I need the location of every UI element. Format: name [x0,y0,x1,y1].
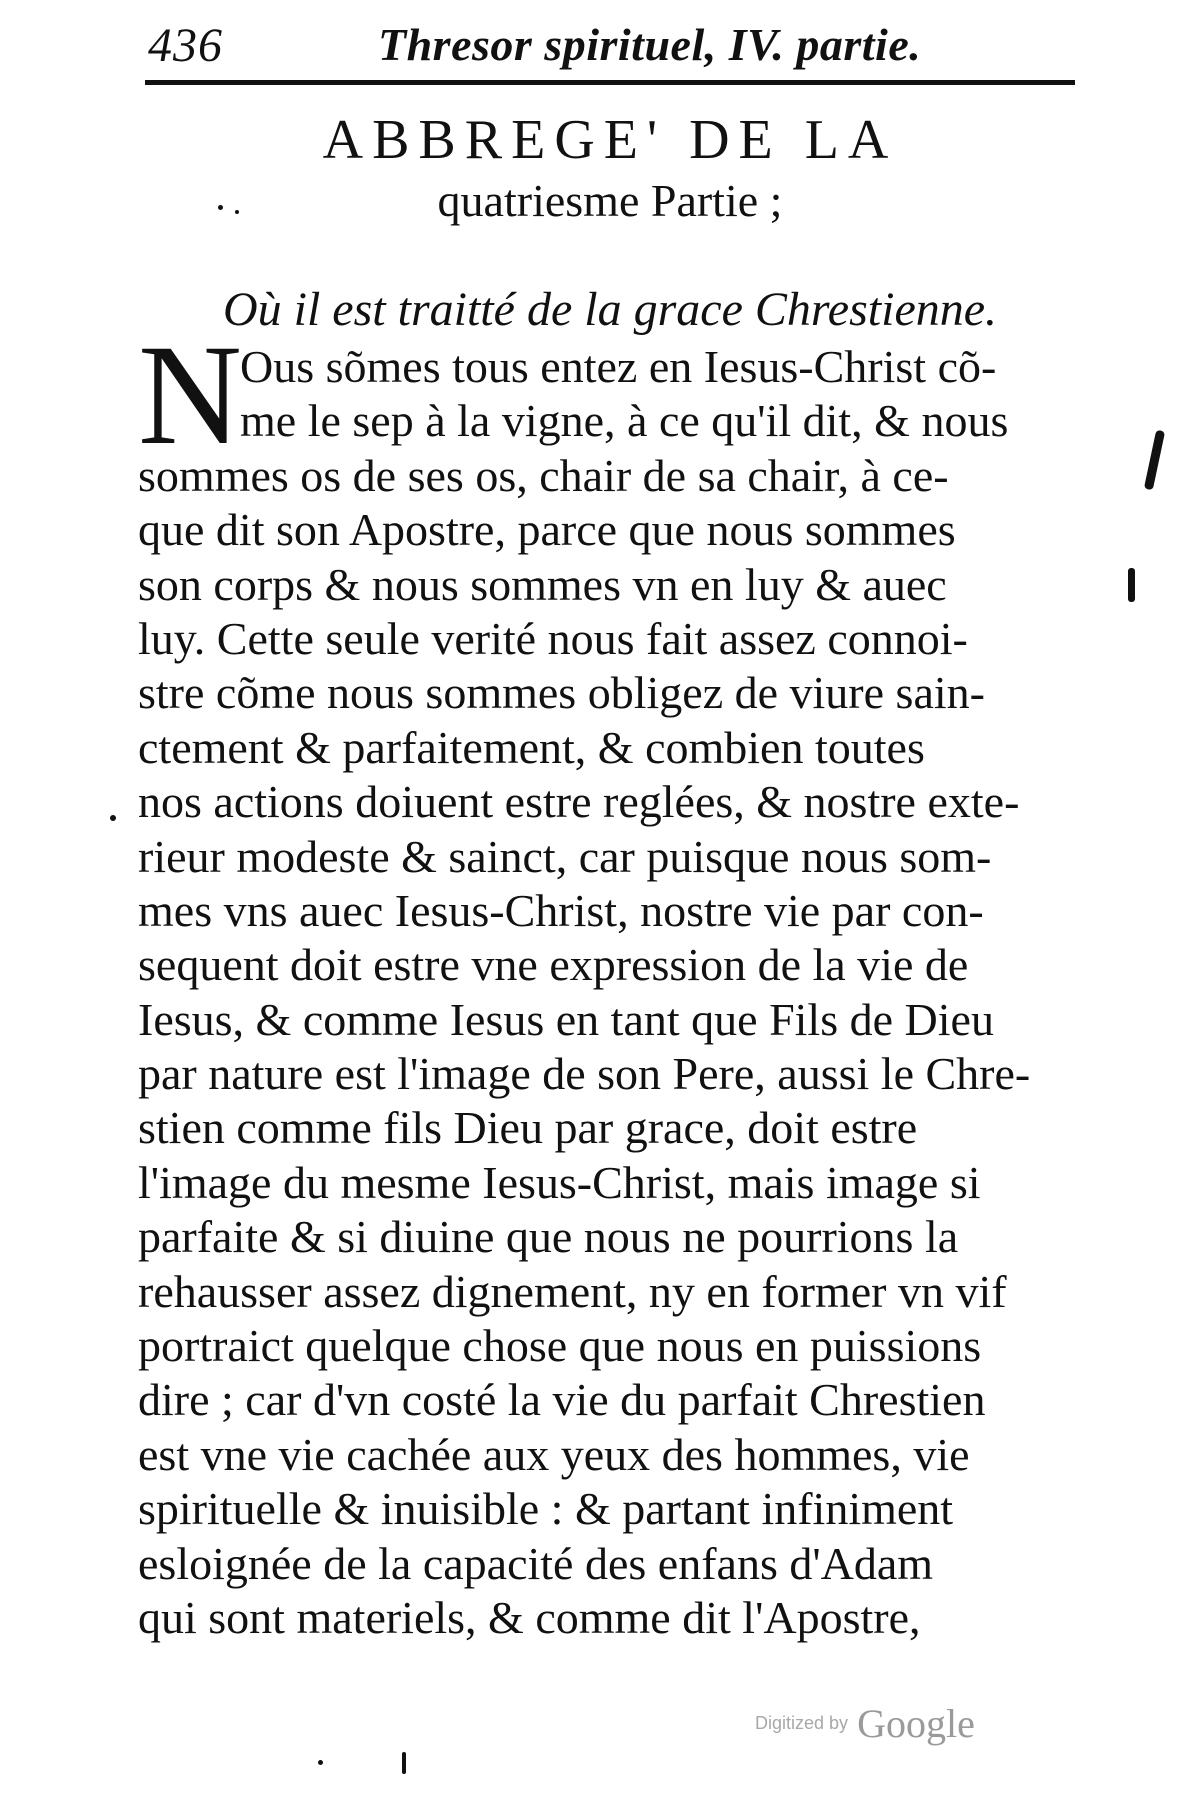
digitized-label: Digitized by [755,1713,849,1733]
body-text [138,316,1098,1645]
section-caption: Où il est traitté de la grace Chrestienne. [222,283,998,336]
text-line: rehausser assez dignement, ny en former vn vif [138,1265,1007,1317]
section-subtitle: quatriesme Partie ; [437,175,783,226]
ink-speck [402,1752,406,1774]
ink-speck [318,1760,323,1765]
text-line: esloignée de la capacité des enfans d'Adam [138,1537,934,1589]
text-line: spirituelle & inuisible : & partant infiniment [138,1483,954,1535]
text-line: qui sont materiels, & comme dit l'Apostre, [138,1591,921,1643]
google-logo: Google [857,1701,975,1746]
text-line: par nature est l'image de son Pere, aussi le Chre- [138,1048,1031,1100]
text-line: nos actions doiuent estre reglées, & nostre exte- [138,776,1020,828]
text-line: rieur modeste & sainct, car puisque nous som- [138,830,992,882]
running-head [148,18,1068,80]
text-line: stre cõme nous sommes obligez de viure sain- [138,667,985,719]
ink-speck [1144,430,1165,491]
text-line: ctement & parfaitement, & combien toutes [138,721,925,773]
header-rule [145,80,1075,85]
text-line: est vne vie cachée aux yeux des hommes, vie [138,1428,970,1480]
ink-speck [235,210,239,214]
ink-speck [1128,568,1135,602]
text-line: que dit son Apostre, parce que nous sommes [138,504,956,556]
digitized-watermark [755,1700,975,1747]
text-line: dire ; car d'vn costé la vie du parfait Chrestien [138,1374,986,1426]
text-line: sequent doit estre vne expression de la vie de [138,939,969,991]
text-line: son corps & nous sommes vn en luy & auec [138,558,947,610]
section-title: ABBREGE' DE LA [322,109,898,171]
page-number: 436 [148,19,223,72]
text-line: sommes os de ses os, chair de sa chair, à ce- [138,449,949,501]
text-line: parfaite & si diuine que nous ne pourrions la [138,1211,959,1263]
text-line: me le sep à la vigne, à ce qu'il dit, & nous [240,395,1009,447]
text-line: Ous sõmes tous entez en Iesus-Christ cõ- [240,341,997,392]
text-line: stien comme fils Dieu par grace, doit estre [138,1102,918,1154]
ink-speck [110,815,116,821]
ink-speck [218,205,223,210]
drop-cap: N [138,316,240,475]
text-line: mes vns auec Iesus-Christ, nostre vie par con- [138,884,984,936]
text-line: portraict quelque chose que nous en puissions [138,1320,982,1372]
text-line: luy. Cette seule verité nous fait assez connoi- [138,612,968,664]
text-line: Iesus, & comme Iesus en tant que Fils de Dieu [138,993,994,1045]
text-line: l'image du mesme Iesus-Christ, mais image si [138,1156,981,1208]
running-title: Thresor spirituel, IV. partie. [378,19,922,70]
